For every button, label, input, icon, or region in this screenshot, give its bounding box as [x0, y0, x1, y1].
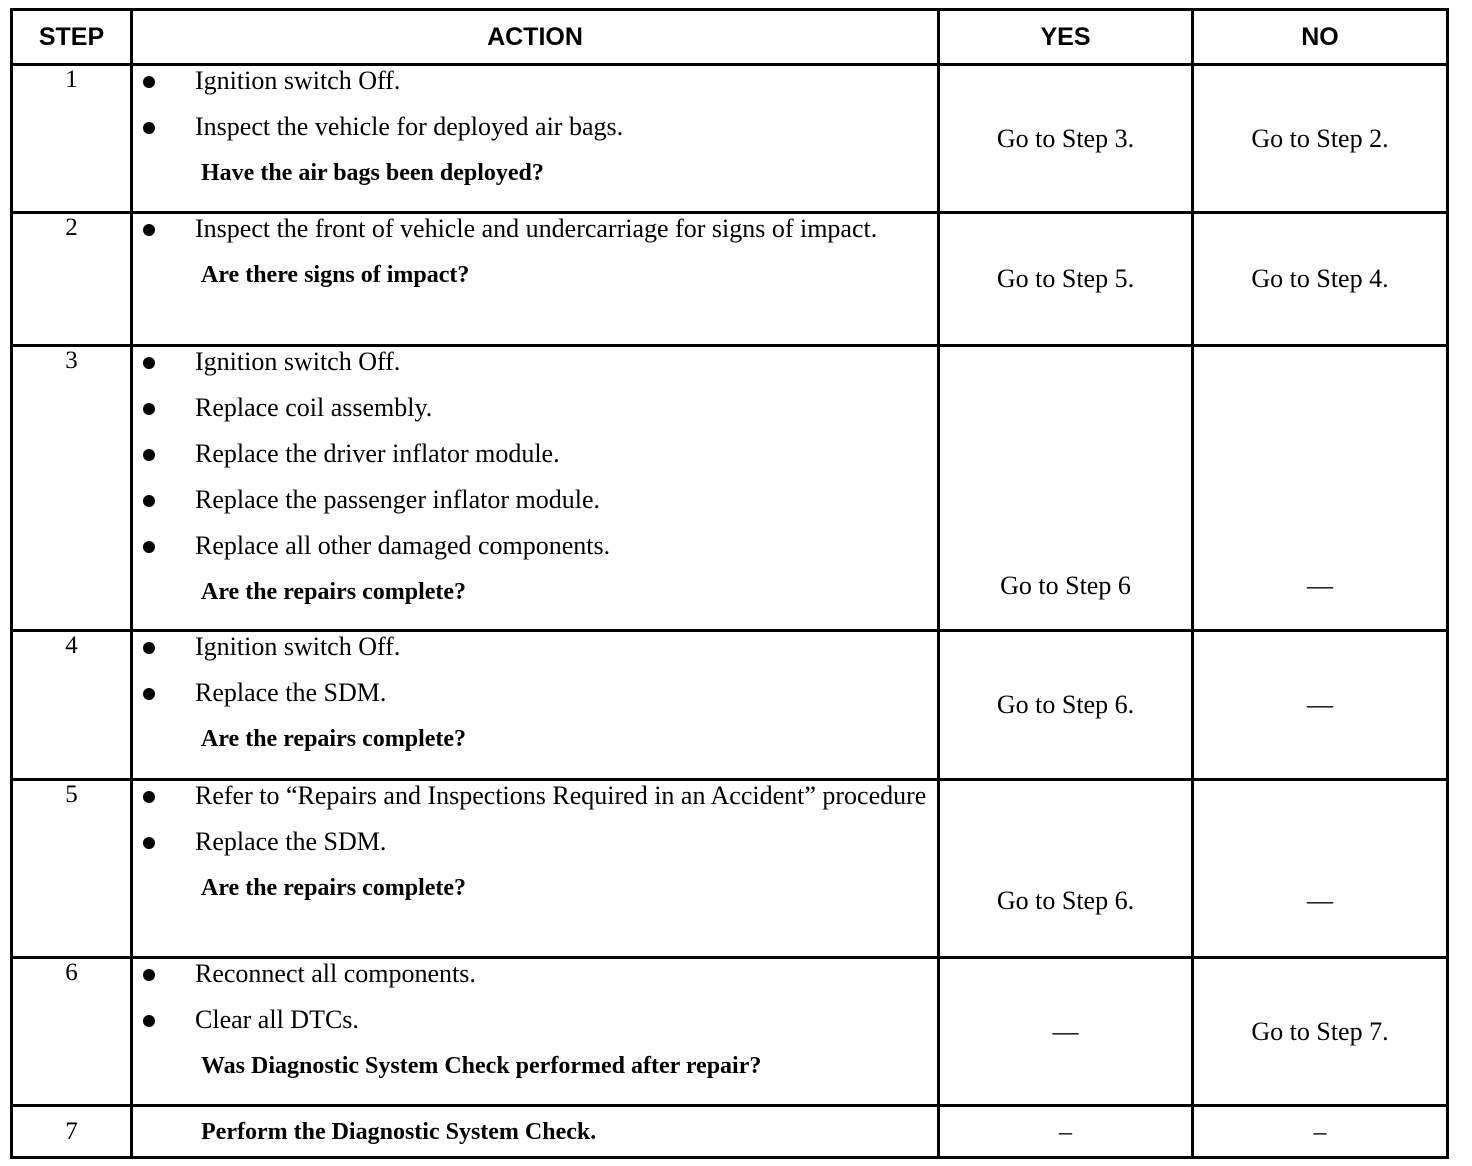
header-row: [12, 10, 1448, 65]
table-row: [12, 213, 1448, 346]
action-item: Replace the passenger inflator module.: [133, 485, 937, 515]
action-item: Ignition switch Off.: [133, 347, 937, 377]
header-no: NO: [1193, 10, 1448, 65]
action-item: Refer to “Repairs and Inspections Required in an Accident” procedure: [133, 781, 937, 811]
yes-cell: Go to Step 6.: [939, 631, 1193, 780]
no-cell: —: [1193, 780, 1448, 958]
header-yes: YES: [939, 10, 1193, 65]
question: Have the air bags been deployed?: [201, 160, 544, 186]
action-cell: [132, 346, 939, 631]
yes-cell: —: [939, 958, 1193, 1106]
diagnostic-table: [10, 8, 1449, 1159]
table-row: [12, 65, 1448, 213]
action-cell: [132, 65, 939, 213]
table-row: [12, 631, 1448, 780]
step-number: 6: [12, 958, 132, 1106]
question: Was Diagnostic System Check performed after repair?: [201, 1053, 762, 1079]
action-list: [133, 347, 937, 561]
yes-cell: Go to Step 5.: [939, 213, 1193, 346]
action-list: [133, 781, 937, 857]
step-number: 4: [12, 631, 132, 780]
action-item: Replace the SDM.: [133, 678, 937, 708]
action-item: Replace the driver inflator module.: [133, 439, 937, 469]
action-item: Replace the SDM.: [133, 827, 937, 857]
table-row: [12, 958, 1448, 1106]
header-action: ACTION: [132, 10, 939, 65]
step-number: 1: [12, 65, 132, 213]
question: Are the repairs complete?: [201, 726, 467, 752]
table-row: [12, 780, 1448, 958]
action-item: Reconnect all components.: [133, 959, 937, 989]
action-text: Perform the Diagnostic System Check.: [201, 1118, 597, 1145]
yes-cell: Go to Step 6.: [939, 780, 1193, 958]
no-cell: Go to Step 7.: [1193, 958, 1448, 1106]
action-cell: [132, 631, 939, 780]
action-item: Replace coil assembly.: [133, 393, 937, 423]
action-cell: [132, 780, 939, 958]
action-cell: [132, 1106, 939, 1158]
no-cell: —: [1193, 346, 1448, 631]
action-cell: [132, 213, 939, 346]
question: Are the repairs complete?: [201, 875, 467, 901]
no-cell: –: [1193, 1106, 1448, 1158]
header-step: STEP: [12, 10, 132, 65]
step-number: 2: [12, 213, 132, 346]
action-cell: [132, 958, 939, 1106]
step-number: 5: [12, 780, 132, 958]
table-row: [12, 1106, 1448, 1158]
yes-cell: –: [939, 1106, 1193, 1158]
step-number: 7: [12, 1106, 132, 1158]
no-cell: —: [1193, 631, 1448, 780]
action-item: Ignition switch Off.: [133, 632, 937, 662]
question: Are there signs of impact?: [201, 262, 470, 288]
action-item: Replace all other damaged components.: [133, 531, 937, 561]
action-list: [133, 214, 937, 244]
question: Are the repairs complete?: [201, 579, 467, 605]
action-list: [133, 66, 937, 142]
no-cell: Go to Step 2.: [1193, 65, 1448, 213]
action-item: Ignition switch Off.: [133, 66, 937, 96]
action-item: Inspect the front of vehicle and undercarriage for signs of impact.: [133, 214, 937, 244]
action-list: [133, 959, 937, 1035]
yes-cell: Go to Step 3.: [939, 65, 1193, 213]
action-list: [133, 632, 937, 708]
yes-cell: Go to Step 6: [939, 346, 1193, 631]
step-number: 3: [12, 346, 132, 631]
no-cell: Go to Step 4.: [1193, 213, 1448, 346]
table-row: [12, 346, 1448, 631]
action-item: Inspect the vehicle for deployed air bags.: [133, 112, 937, 142]
action-item: Clear all DTCs.: [133, 1005, 937, 1035]
